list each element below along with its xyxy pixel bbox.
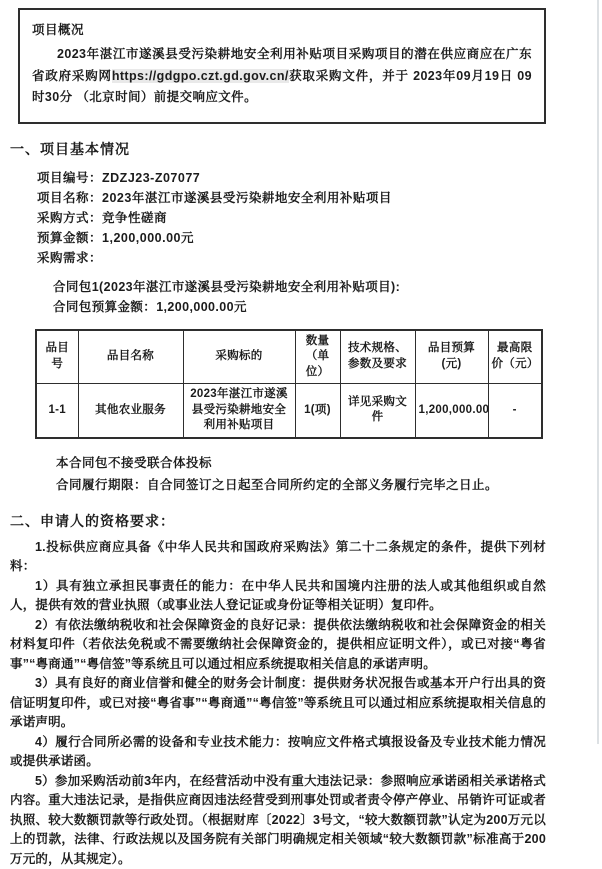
- qualification-item-3: 3）具有良好的商业信誉和健全的财务会计制度：提供财务状况报告或基本开户行出具的资信证明复印件，或已对接“粤省事”“粤商通”“粤信签”等系统且可以通过相应系统提取相关信息的承诺声明。: [10, 674, 546, 733]
- contract-package-budget: 合同包预算金额：1,200,000.00元: [53, 297, 546, 317]
- project-name-label: 项目名称：: [37, 191, 102, 205]
- qualification-requirements: [0, 538, 602, 869]
- cell-item-name: 其他农业服务: [78, 384, 183, 438]
- section2-heading: 二、申请人的资格要求：: [10, 511, 546, 531]
- header-tech-specs: 技术规格、参数及要求: [340, 330, 415, 384]
- qualification-intro: 1.投标供应商应具备《中华人民共和国政府采购法》第二十二条规定的条件，提供下列材料：: [10, 538, 546, 577]
- procurement-items-table: [35, 329, 543, 439]
- procurement-demand-label: 采购需求：: [37, 251, 102, 265]
- project-name-value: 2023年湛江市遂溪县受污染耕地安全利用补贴项目: [102, 191, 392, 205]
- cell-max-price: -: [488, 384, 542, 438]
- procurement-method-line: [37, 208, 602, 228]
- procurement-demand-line: [37, 248, 602, 268]
- qualification-item-2: 2）有依法缴纳税收和社会保障资金的良好记录：提供依法缴纳税收和社会保障资金的相关材料复印件（若依法免税或不需要缴纳社会保障资金的，提供相应证明文件），或已对接“粤省事”“粤商通”“粤信签”等系统且可以通过相应系统提取相关信息的承诺声明。: [10, 616, 546, 675]
- budget-amount-value: 1,200,000.00元: [102, 231, 194, 245]
- overview-text-after-url: 获取采购文件，并于 2023年09月19日 09时30分 （北京时间）前提交响应文件。: [32, 69, 532, 105]
- table-header-row: [36, 330, 542, 384]
- cell-tech-specs: 详见采购文件: [340, 384, 415, 438]
- project-overview-box: [18, 8, 546, 124]
- cell-item-budget: 1,200,000.00: [415, 384, 488, 438]
- procurement-method-label: 采购方式：: [37, 211, 102, 225]
- contract-package-title: 合同包1(2023年湛江市遂溪县受污染耕地安全利用补贴项目):: [53, 277, 546, 297]
- overview-title: 项目概况: [32, 20, 532, 38]
- qualification-item-1: 1）具有独立承担民事责任的能力：在中华人民共和国境内注册的法人或其他组织或自然人，提供有效的营业执照（或事业法人登记证或身份证等相关证明）复印件。: [10, 577, 546, 616]
- cell-item-no: 1-1: [36, 384, 78, 438]
- project-number-value: ZDZJ23-Z07077: [102, 171, 200, 185]
- cell-quantity-unit: 1(项): [295, 384, 340, 438]
- header-max-price: 最高限价（元）: [488, 330, 542, 384]
- section1-heading: 一、项目基本情况: [10, 139, 546, 159]
- table-row: [36, 384, 542, 438]
- header-procurement-subject: 采购标的: [183, 330, 295, 384]
- contract-performance-period: 合同履行期限：自合同签订之日起至合同所约定的全部义务履行完毕之日止。: [56, 474, 546, 496]
- budget-amount-line: [37, 228, 602, 248]
- qualification-item-4: 4）履行合同所必需的设备和专业技术能力：按响应文件格式填报设备及专业技术能力情况或提供承诺函。: [10, 733, 546, 772]
- header-item-no: 品目号: [36, 330, 78, 384]
- qualification-item-5: 5）参加采购活动前3年内，在经营活动中没有重大违法记录：参照响应承诺函相关承诺格式内容。重大违法记录，是指供应商因违法经营受到刑事处罚或者责令停产停业、吊销许可证或者执照、较大数额罚款等行政处罚。（根据财库〔2022〕3号文，“较大数额罚款”认定为200万元以上的罚款，法律、行政法规以及国务院有关部门明确规定相关领域“较大数额罚款”标准高于200万元的，从其规定）。: [10, 772, 546, 869]
- project-name-line: [37, 188, 602, 208]
- cell-procurement-subject: 2023年湛江市遂溪县受污染耕地安全利用补贴项目: [183, 384, 295, 438]
- budget-amount-label: 预算金额：: [37, 231, 102, 245]
- procurement-site-url: https://gdgpo.czt.gd.gov.cn/: [112, 69, 289, 83]
- overview-text-before-url: 2023年湛江市遂溪县受污染耕地安全利用补贴项目采购项目的潜在供应商应在广东省政府采购网: [32, 47, 532, 83]
- project-number-label: 项目编号：: [37, 171, 102, 185]
- header-quantity-unit: 数量（单位）: [295, 330, 340, 384]
- project-number-line: [37, 168, 602, 188]
- procurement-method-value: 竞争性磋商: [102, 211, 167, 225]
- header-item-budget: 品目预算(元): [415, 330, 488, 384]
- project-basic-fields: [0, 168, 602, 268]
- header-item-name: 品目名称: [78, 330, 183, 384]
- overview-paragraph: [32, 44, 532, 109]
- page-right-edge: [597, 0, 599, 744]
- no-consortium-note: 本合同包不接受联合体投标: [56, 452, 546, 474]
